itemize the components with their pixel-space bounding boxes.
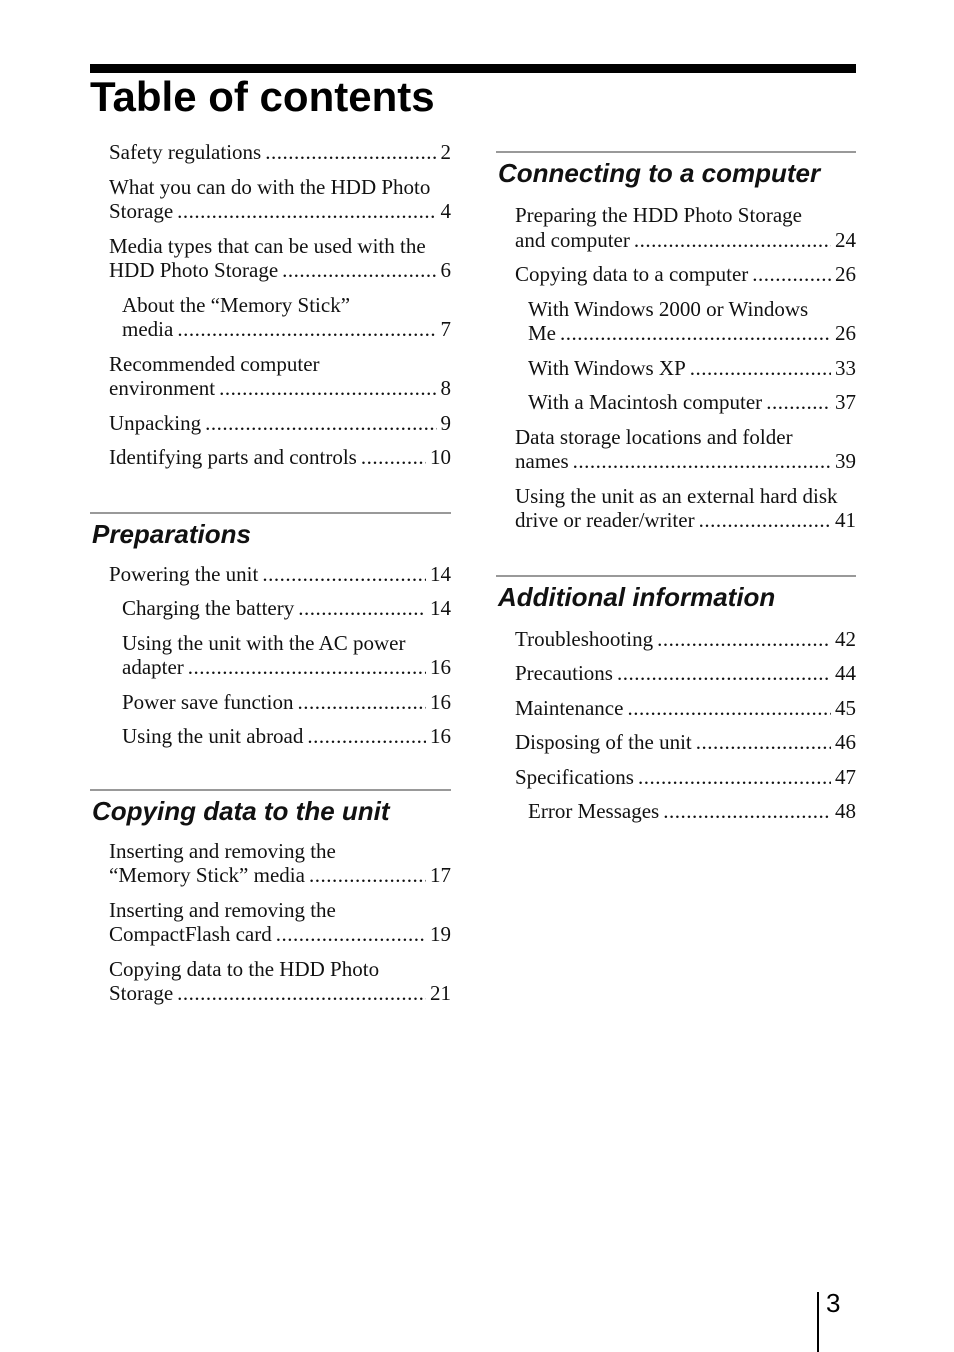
dot-leader xyxy=(177,199,436,224)
entry-line xyxy=(515,730,856,755)
page-title: Table of contents xyxy=(90,73,435,120)
toc-subentry[interactable] xyxy=(496,356,856,381)
entry-page-number: 6 xyxy=(440,258,451,282)
entry-page-number: 48 xyxy=(835,799,856,823)
entry-text: About the “Memory Stick” xyxy=(122,292,351,317)
entry-line xyxy=(515,508,856,533)
toc-entry[interactable] xyxy=(90,411,451,436)
dot-leader xyxy=(298,596,426,621)
entry-text: Identifying parts and controls xyxy=(109,445,357,469)
entry-line xyxy=(109,140,451,165)
entry-line xyxy=(122,724,451,749)
entry-text: With Windows 2000 or Windows xyxy=(528,296,809,321)
entry-page-number: 14 xyxy=(430,596,451,620)
entry-page-number: 24 xyxy=(835,227,856,252)
intro-entries xyxy=(90,140,451,470)
entry-page-number: 26 xyxy=(835,321,856,345)
entry-text: “Memory Stick” media xyxy=(109,863,305,887)
entry-text: Disposing of the unit xyxy=(515,730,692,754)
entry-text: Troubleshooting xyxy=(515,626,654,651)
toc-entry[interactable] xyxy=(90,562,451,587)
entry-text: and computer xyxy=(515,227,630,252)
entry-line xyxy=(109,411,451,436)
entry-text: Using the unit with the AC power xyxy=(122,630,406,655)
entry-page-number: 39 xyxy=(835,449,856,473)
dot-leader xyxy=(265,140,436,165)
entry-text: Unpacking xyxy=(109,410,202,435)
entry-line xyxy=(515,765,856,790)
entry-page-number: 37 xyxy=(835,390,856,414)
dot-leader xyxy=(188,655,426,680)
entry-text: Inserting and removing the xyxy=(109,838,336,863)
entry-text: Recommended computer xyxy=(109,351,320,376)
dot-leader xyxy=(617,661,831,686)
entry-page-number: 33 xyxy=(835,355,856,380)
section-rule xyxy=(90,789,451,791)
entry-line xyxy=(109,376,451,401)
entry-text: Using the unit as an external hard disk xyxy=(515,483,838,508)
dot-leader xyxy=(307,724,426,749)
dot-leader xyxy=(282,258,436,283)
toc-entry[interactable] xyxy=(496,203,856,252)
entry-page-number: 16 xyxy=(430,655,451,679)
entry-text: Copying data to the HDD Photo xyxy=(109,956,380,981)
dot-leader xyxy=(573,449,831,474)
entry-line xyxy=(109,922,451,947)
dot-leader xyxy=(634,228,831,253)
toc-entry[interactable] xyxy=(496,730,856,755)
section-entries xyxy=(496,203,856,533)
toc-subentry[interactable] xyxy=(90,631,451,680)
entry-text: Precautions xyxy=(515,661,613,685)
toc-entry[interactable] xyxy=(496,484,856,533)
entry-text: Storage xyxy=(109,981,174,1005)
section-entries xyxy=(496,627,856,824)
entry-text: Maintenance xyxy=(515,695,624,720)
entry-line xyxy=(515,696,856,721)
toc-entry[interactable] xyxy=(496,262,856,287)
entry-text: Error Messages xyxy=(528,799,660,823)
dot-leader xyxy=(361,445,426,470)
entry-text: Me xyxy=(528,321,556,345)
entry-line xyxy=(122,317,451,342)
entry-text: Inserting and removing the xyxy=(109,897,336,922)
entry-page-number: 8 xyxy=(440,376,451,400)
section-connecting xyxy=(496,151,856,533)
section-title: Additional information xyxy=(498,581,776,612)
right-column xyxy=(496,151,856,834)
entry-text: Powering the unit xyxy=(109,561,259,586)
toc-entry[interactable] xyxy=(496,425,856,474)
entry-text: Data storage locations and folder xyxy=(515,424,793,449)
entry-text: Power save function xyxy=(122,689,294,714)
dot-leader xyxy=(752,262,831,287)
toc-entry[interactable] xyxy=(90,352,451,401)
dot-leader xyxy=(177,981,426,1006)
toc-entry[interactable] xyxy=(90,898,451,947)
toc-entry[interactable] xyxy=(90,957,451,1006)
entry-page-number: 9 xyxy=(440,410,451,435)
entry-page-number: 2 xyxy=(440,140,451,164)
dot-leader xyxy=(657,627,831,652)
entry-text: Storage xyxy=(109,199,174,223)
entry-line xyxy=(528,390,856,415)
entry-page-number: 17 xyxy=(430,863,451,887)
entry-line xyxy=(109,981,451,1006)
section-title: Copying data to the unit xyxy=(92,795,390,826)
dot-leader xyxy=(699,508,831,533)
entry-page-number: 19 xyxy=(430,922,451,946)
entry-text: With Windows XP xyxy=(528,355,686,380)
dot-leader xyxy=(276,922,426,947)
toc-entry[interactable] xyxy=(90,140,451,165)
dot-leader xyxy=(262,562,426,587)
entry-text: Copying data to a computer xyxy=(515,262,749,286)
entry-text: HDD Photo Storage xyxy=(109,258,279,282)
entry-page-number: 42 xyxy=(835,626,856,651)
toc-entry[interactable] xyxy=(90,445,451,470)
section-title: Connecting to a computer xyxy=(498,158,821,188)
entry-line xyxy=(515,661,856,686)
toc-entry[interactable] xyxy=(90,234,451,283)
dot-leader xyxy=(663,799,831,824)
page-number-rule xyxy=(817,1292,819,1352)
entry-page-number: 44 xyxy=(835,661,856,685)
entry-line xyxy=(528,356,856,381)
entry-text: With a Macintosh computer xyxy=(528,390,763,414)
dot-leader xyxy=(219,376,436,401)
toc-subentry[interactable] xyxy=(496,799,856,824)
entry-page-number: 21 xyxy=(430,981,451,1005)
dot-leader xyxy=(297,690,426,715)
page-number: 3 xyxy=(826,1288,841,1318)
section-entries xyxy=(90,562,451,749)
entry-text: Media types that can be used with the xyxy=(109,233,426,258)
toc-entry[interactable] xyxy=(90,175,451,224)
entry-page-number: 7 xyxy=(440,317,451,341)
toc-subentry[interactable] xyxy=(496,390,856,415)
entry-text: Preparing the HDD Photo Storage xyxy=(515,203,802,227)
entry-page-number: 14 xyxy=(430,561,451,586)
entry-page-number: 10 xyxy=(430,445,451,469)
entry-line xyxy=(109,863,451,888)
entry-text: adapter xyxy=(122,655,184,679)
toc-entry[interactable] xyxy=(496,627,856,652)
section-rule xyxy=(496,575,856,577)
dot-leader xyxy=(177,317,436,342)
entry-text: names xyxy=(515,449,569,473)
entry-text: Using the unit abroad xyxy=(122,724,304,748)
toc-entry[interactable] xyxy=(496,765,856,790)
toc-entry[interactable] xyxy=(496,696,856,721)
toc-subentry[interactable] xyxy=(90,596,451,621)
entry-line xyxy=(122,596,451,621)
entry-line xyxy=(515,262,856,287)
entry-line xyxy=(109,258,451,283)
entry-line xyxy=(109,445,451,470)
section-rule xyxy=(496,151,856,153)
entry-page-number: 41 xyxy=(835,508,856,532)
entry-page-number: 47 xyxy=(835,764,856,789)
section-entries xyxy=(90,839,451,1006)
dot-leader xyxy=(766,390,831,415)
entry-text: Safety regulations xyxy=(109,140,262,164)
dot-leader xyxy=(560,321,831,346)
toc-subentry[interactable] xyxy=(496,297,856,346)
entry-line xyxy=(122,655,451,680)
dot-leader xyxy=(638,765,831,790)
entry-page-number: 16 xyxy=(430,689,451,714)
entry-line xyxy=(515,228,856,253)
toc-entry[interactable] xyxy=(496,661,856,686)
dot-leader xyxy=(205,411,436,436)
entry-text: media xyxy=(122,317,174,341)
entry-line xyxy=(109,199,451,224)
entry-line xyxy=(109,562,451,587)
entry-page-number: 4 xyxy=(440,199,451,223)
entry-line xyxy=(515,449,856,474)
toc-subentry[interactable] xyxy=(90,293,451,342)
left-column xyxy=(90,140,451,1016)
entry-page-number: 45 xyxy=(835,695,856,720)
entry-text: environment xyxy=(109,376,216,400)
dot-leader xyxy=(627,696,831,721)
section-preparations xyxy=(90,512,451,749)
entry-line xyxy=(528,799,856,824)
dot-leader xyxy=(309,863,426,888)
toc-subentry[interactable] xyxy=(90,690,451,715)
entry-text: Charging the battery xyxy=(122,596,295,620)
toc-entry[interactable] xyxy=(90,839,451,888)
entry-text: Specifications xyxy=(515,764,634,789)
entry-line xyxy=(528,321,856,346)
entry-page-number: 46 xyxy=(835,730,856,754)
toc-subentry[interactable] xyxy=(90,724,451,749)
section-copying-data xyxy=(90,789,451,1006)
section-title: Preparations xyxy=(92,518,251,549)
dot-leader xyxy=(690,356,831,381)
entry-line xyxy=(122,690,451,715)
section-rule xyxy=(90,512,451,514)
section-additional-info xyxy=(496,575,856,824)
entry-text: What you can do with the HDD Photo xyxy=(109,174,431,199)
entry-page-number: 26 xyxy=(835,262,856,286)
dot-leader xyxy=(696,730,831,755)
entry-text: drive or reader/writer xyxy=(515,508,695,532)
entry-text: CompactFlash card xyxy=(109,922,272,946)
entry-line xyxy=(515,627,856,652)
entry-page-number: 16 xyxy=(430,724,451,748)
